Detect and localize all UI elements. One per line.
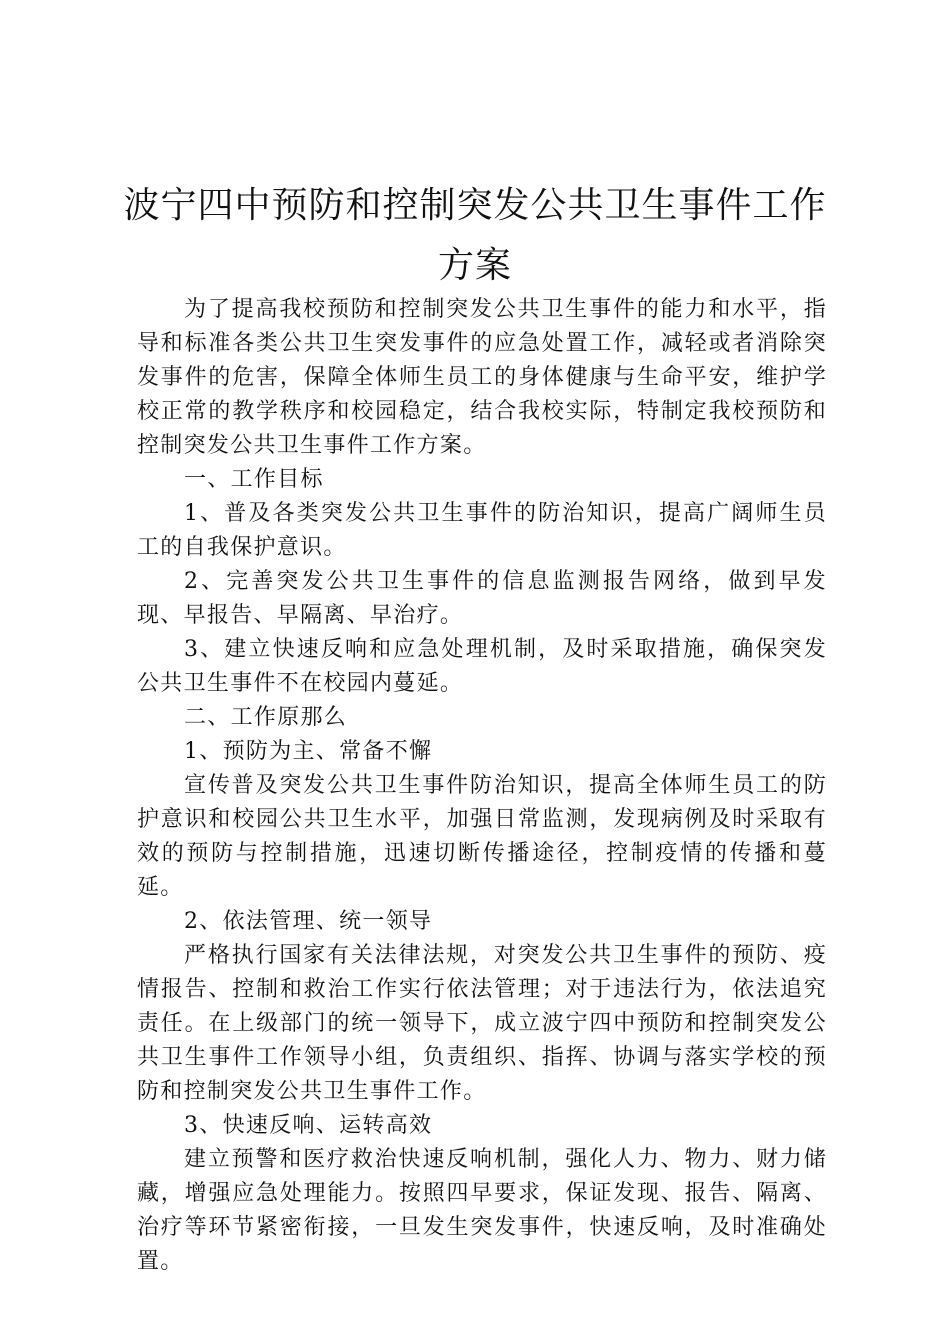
document-title-line-2: 方案 bbox=[437, 245, 512, 286]
goal-item-3: 3、建立快速反响和应急处理机制，及时采取措施，确保突发公共卫生事件不在校园内蔓延。 bbox=[137, 637, 827, 696]
principle-3-text: 建立预警和医疗救治快速反响机制，强化人力、物力、财力储藏，增强应急处理能力。按照四早要求，保证发现、报告、隔离、治疗等环节紧密衔接，一旦发生突发事件，快速反响，及时准确处置。 bbox=[137, 1147, 827, 1274]
goal-item-1: 1、普及各类突发公共卫生事件的防治知识，提高广阔师生员工的自我保护意识。 bbox=[137, 501, 827, 560]
document-title-line-1: 波宁四中预防和控制突发公共卫生事件工作 bbox=[123, 185, 827, 226]
principle-1-heading: 1、预防为主、常备不懈 bbox=[184, 739, 433, 764]
principle-1-text: 宣传普及突发公共卫生事件防治知识，提高全体师生员工的防护意识和校园公共卫生水平，加强日常监测，发现病例及时采取有效的预防与控制措施，迅速切断传播途径，控制疫情的传播和蔓延。 bbox=[137, 773, 827, 900]
section-2-heading: 二、工作原那么 bbox=[184, 705, 348, 730]
section-1-heading: 一、工作目标 bbox=[184, 467, 324, 492]
principle-2-heading: 2、依法管理、统一领导 bbox=[184, 909, 433, 934]
principle-2-text: 严格执行国家有关法律法规，对突发公共卫生事件的预防、疫情报告、控制和救治工作实行依法管理；对于违法行为，依法追究责任。在上级部门的统一领导下，成立波宁四中预防和控制突发公共卫生事件工作领导小组，负责组织、指挥、协调与落实学校的预防和控制突发公共卫生事件工作。 bbox=[137, 943, 827, 1104]
intro-paragraph: 为了提高我校预防和控制突发公共卫生事件的能力和水平，指导和标准各类公共卫生突发事件的应急处置工作，减轻或者消除突发事件的危害，保障全体师生员工的身体健康与生命平安，维护学校正常的教学秩序和校园稳定，结合我校实际，特制定我校预防和控制突发公共卫生事件工作方案。 bbox=[137, 297, 827, 458]
document-body bbox=[137, 293, 827, 1279]
principle-3-heading: 3、快速反响、运转高效 bbox=[184, 1113, 433, 1138]
goal-item-2: 2、完善突发公共卫生事件的信息监测报告网络，做到早发现、早报告、早隔离、早治疗。 bbox=[137, 569, 827, 628]
